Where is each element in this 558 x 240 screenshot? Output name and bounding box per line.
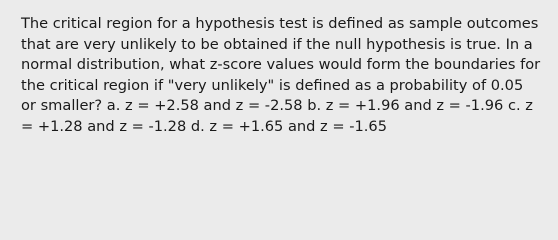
question-text: The critical region for a hypothesis test is defined as sample outcomes that are very unlikely to be obtained if the null hypothesis is true. In a normal distribution, what z-score values would form the boundaries for the critical region if "very unlikely" is defined as a probability of 0.05 or smaller? a. z = +2.58 and z = -2.58 b. z = +1.96 and z = -1.96 c. z = +1.28 and z = -1.28 d. z = +1.65 and z = -1.65	[21, 15, 541, 135]
